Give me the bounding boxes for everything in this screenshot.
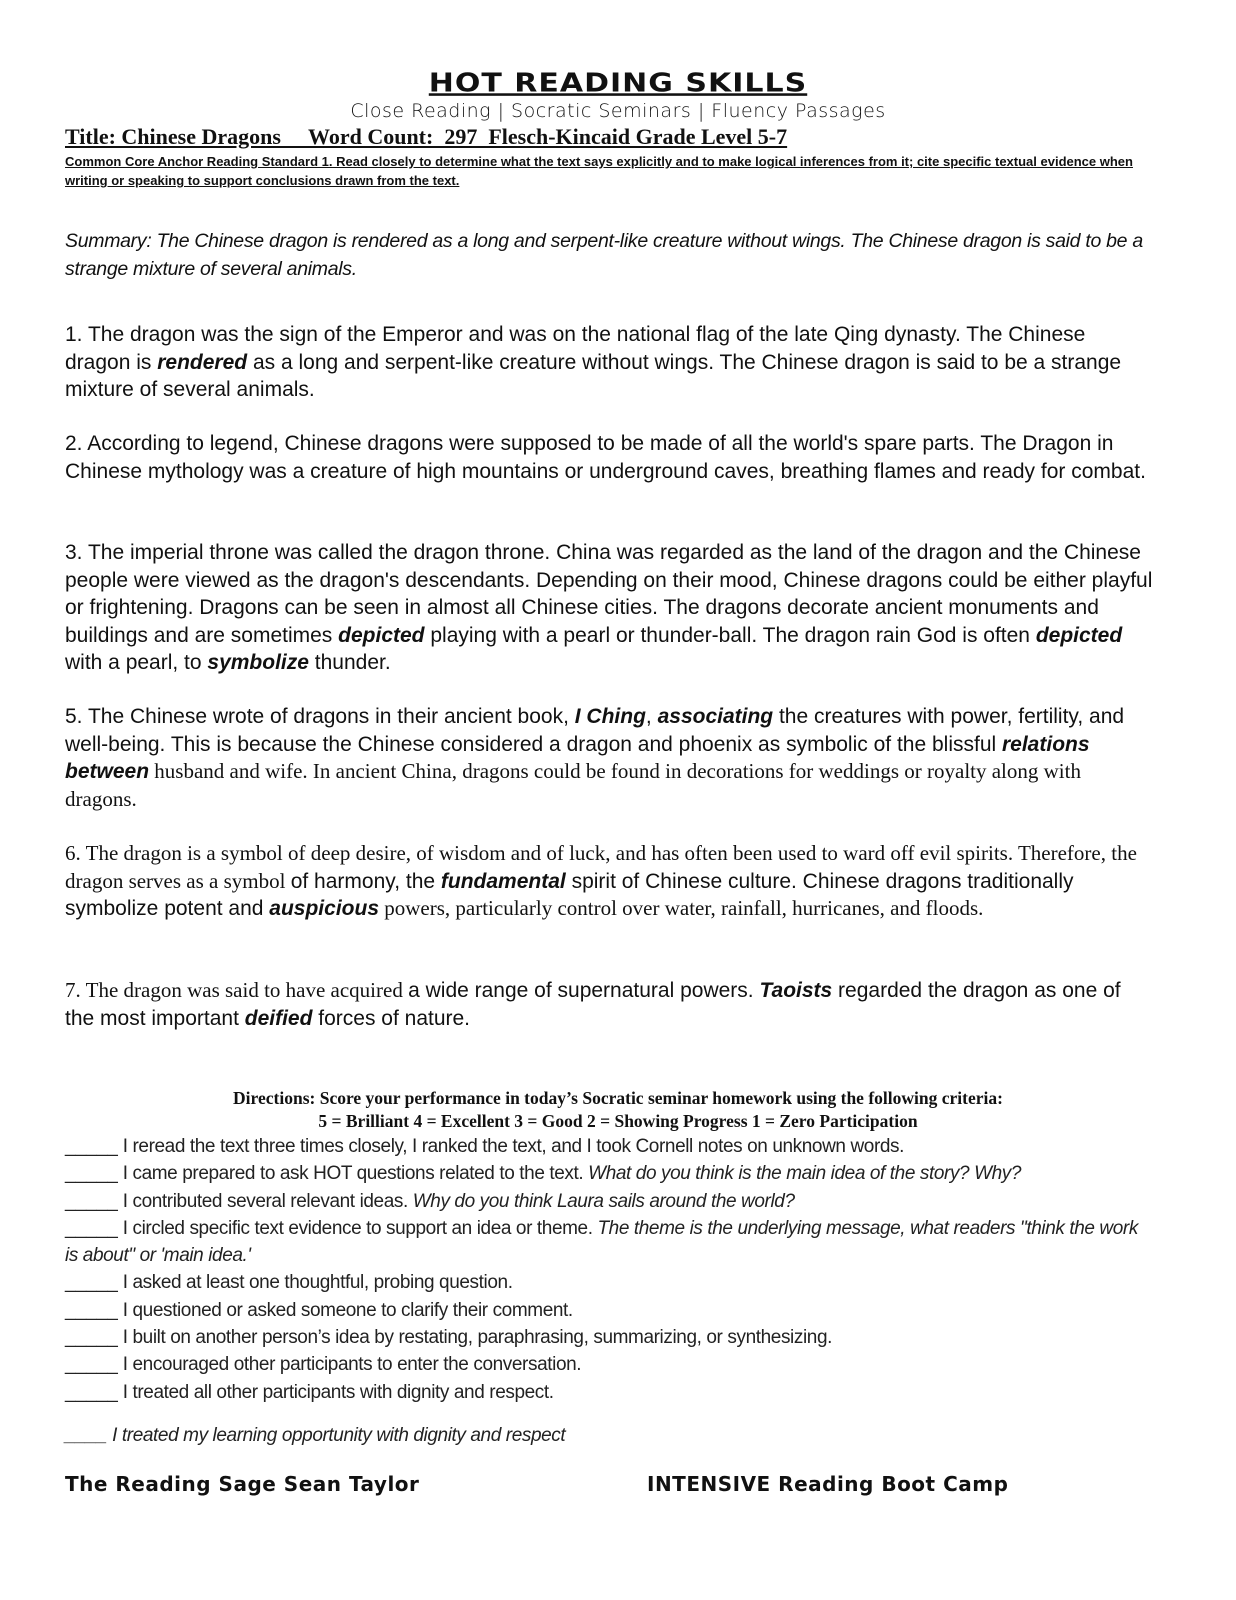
item-text: I built on another person’s idea by restating, paraphrasing, summarizing, or synthesizing. bbox=[117, 1327, 832, 1349]
score-blank[interactable]: _____ bbox=[65, 1163, 118, 1185]
score-blank[interactable]: ____ bbox=[65, 1425, 108, 1446]
paragraph bbox=[65, 430, 1155, 485]
checklist-item bbox=[65, 1351, 1155, 1378]
item-text: I contributed several relevant ideas. bbox=[117, 1190, 413, 1212]
checklist-item bbox=[65, 1324, 1155, 1351]
paragraph bbox=[65, 840, 1155, 923]
paragraph-text: 7. The dragon was said to have acquired bbox=[65, 978, 409, 1002]
paragraph bbox=[65, 703, 1155, 813]
self-assessment-checklist bbox=[65, 1133, 1155, 1406]
checklist-item bbox=[65, 1188, 1155, 1215]
vocabulary-word: Taoists bbox=[759, 979, 833, 1002]
paragraph-text: playing with a pearl or thunder-ball. The dragon rain God is often bbox=[424, 623, 1036, 647]
item-text: I treated all other participants with dignity and respect. bbox=[117, 1381, 554, 1403]
score-blank[interactable]: _____ bbox=[65, 1217, 118, 1239]
scoring-criteria: 5 = Brilliant 4 = Excellent 3 = Good 2 = Showing Progress 1 = Zero Participation bbox=[318, 1111, 918, 1131]
paragraph-text: as a long and serpent-like creature without wings. The Chinese dragon is said to be a strange mixture of several animals. bbox=[65, 350, 1122, 401]
passage-info: Title: Chinese Dragons Word Count: 297 Flesch-Kincaid Grade Level 5-7 bbox=[65, 124, 788, 149]
score-blank[interactable]: _____ bbox=[65, 1190, 118, 1212]
paragraph-text: powers, particularly control over water, rainfall, hurricanes, and floods. bbox=[379, 896, 984, 920]
score-blank[interactable]: _____ bbox=[65, 1381, 118, 1403]
directions bbox=[0, 1087, 1236, 1133]
paragraph-text: with a pearl, to bbox=[65, 651, 208, 674]
score-blank[interactable]: _____ bbox=[65, 1299, 118, 1321]
checklist-item-final bbox=[65, 1425, 565, 1447]
checklist-item bbox=[65, 1379, 1155, 1406]
item-text: I treated my learning opportunity with dignity and respect bbox=[107, 1425, 566, 1446]
item-prompt: Why do you think Laura sails around the world? bbox=[412, 1190, 795, 1212]
vocabulary-word: fundamental bbox=[440, 869, 566, 893]
vocabulary-word: auspicious bbox=[269, 897, 379, 920]
vocabulary-word: symbolize bbox=[207, 651, 309, 674]
score-blank[interactable]: _____ bbox=[65, 1327, 118, 1349]
footer-author: The Reading Sage Sean Taylor bbox=[65, 1472, 420, 1496]
footer-program: INTENSIVE Reading Boot Camp bbox=[647, 1472, 1009, 1496]
worksheet-title: HOT READING SKILLS bbox=[428, 68, 808, 99]
item-prompt: The theme is the underlying message, what readers "think the work is about" or 'main idea.' bbox=[65, 1217, 1138, 1267]
score-blank[interactable]: _____ bbox=[65, 1272, 118, 1294]
worksheet-subtitle: Close Reading | Socratic Seminars | Fluency Passages bbox=[350, 100, 886, 122]
paragraph bbox=[65, 539, 1155, 677]
paragraph-text: husband and wife. In ancient China, dragons could be found in decorations for weddings or royalty along with dragons. bbox=[65, 759, 1081, 811]
directions-text: Directions: Score your performance in today’s Socratic seminar homework using the following criteria: bbox=[233, 1088, 1003, 1108]
paragraph-text: forces of nature. bbox=[312, 1006, 471, 1030]
checklist-item bbox=[65, 1269, 1155, 1296]
item-text: I asked at least one thoughtful, probing question. bbox=[117, 1272, 513, 1294]
checklist-item bbox=[65, 1297, 1155, 1324]
paragraph-text: 6. The dragon is a symbol of deep desire, of wisdom and of luck, and has often been used to ward off evil spirits. Therefore, the dragon serves as a symbol bbox=[65, 841, 1137, 893]
paragraph-text: regarded the dragon as one of the most important bbox=[65, 979, 1121, 1030]
paragraph-text: 1. The dragon was the sign of the Emperor and was on the national flag of the late Qing dynasty. The Chinese dragon is bbox=[65, 323, 1086, 374]
summary: Summary: The Chinese dragon is rendered as a long and serpent-like creature without wings. The Chinese dragon is said to be a strange mixture of several animals. bbox=[65, 230, 1143, 280]
vocabulary-word: I Ching bbox=[574, 705, 646, 728]
paragraph bbox=[65, 321, 1155, 404]
item-text: I questioned or asked someone to clarify their comment. bbox=[117, 1299, 573, 1321]
paragraph bbox=[65, 977, 1155, 1032]
paragraph-text: spirit of Chinese culture. Chinese dragons traditionally symbolize potent and bbox=[65, 869, 1074, 920]
vocabulary-word: depicted bbox=[1035, 623, 1123, 647]
checklist-item bbox=[65, 1160, 1155, 1187]
paragraph-text: 5. The Chinese wrote of dragons in their ancient book, bbox=[65, 705, 575, 728]
paragraph-text: 2. According to legend, Chinese dragons were supposed to be made of all the world's spare parts. The Dragon in Chinese mythology was a creature of high mountains or underground caves, breathing flames and ready for combat. bbox=[65, 432, 1146, 483]
paragraph-text: 3. The imperial throne was called the dragon throne. China was regarded as the land of the dragon and the Chinese people were viewed as the dragon's descendants. Depending on their mood, Chinese dragons could be either playful or frightening. Dragons can be seen in almost all Chinese cities. The dragons decorate ancient monuments and buildings and are sometimes bbox=[65, 541, 1153, 647]
vocabulary-word: relations between bbox=[65, 732, 1090, 783]
score-blank[interactable]: _____ bbox=[65, 1354, 118, 1376]
paragraph-text: a wide range of supernatural powers. bbox=[408, 979, 760, 1002]
vocabulary-word: deified bbox=[244, 1006, 313, 1030]
score-blank[interactable]: _____ bbox=[65, 1136, 118, 1157]
item-text: I reread the text three times closely, I ranked the text, and I took Cornell notes on unknown words. bbox=[117, 1136, 905, 1157]
checklist-item bbox=[65, 1133, 1155, 1160]
paragraph-text: the creatures with power, fertility, and well-being. This is because the Chinese considered a dragon and phoenix as symbolic of the blissful bbox=[65, 705, 1125, 756]
vocabulary-word: rendered bbox=[157, 350, 248, 374]
vocabulary-word: associating bbox=[657, 705, 774, 728]
item-text: I came prepared to ask HOT questions related to the text. bbox=[117, 1163, 589, 1185]
item-prompt: What do you think is the main idea of the story? Why? bbox=[588, 1163, 1022, 1185]
common-core-standard: Common Core Anchor Reading Standard 1. Read closely to determine what the text says explicitly and to make logical inferences from it; cite specific textual evidence when writing or speaking to support conclusions drawn from the text. bbox=[65, 154, 1133, 188]
paragraph-text: of harmony, the bbox=[290, 869, 441, 893]
vocabulary-word: depicted bbox=[338, 623, 425, 647]
checklist-item bbox=[65, 1215, 1155, 1270]
item-text: I encouraged other participants to enter the conversation. bbox=[117, 1354, 582, 1376]
paragraph-text: thunder. bbox=[308, 651, 391, 674]
paragraph-text: , bbox=[645, 705, 658, 728]
item-text: I circled specific text evidence to support an idea or theme. bbox=[117, 1217, 598, 1239]
